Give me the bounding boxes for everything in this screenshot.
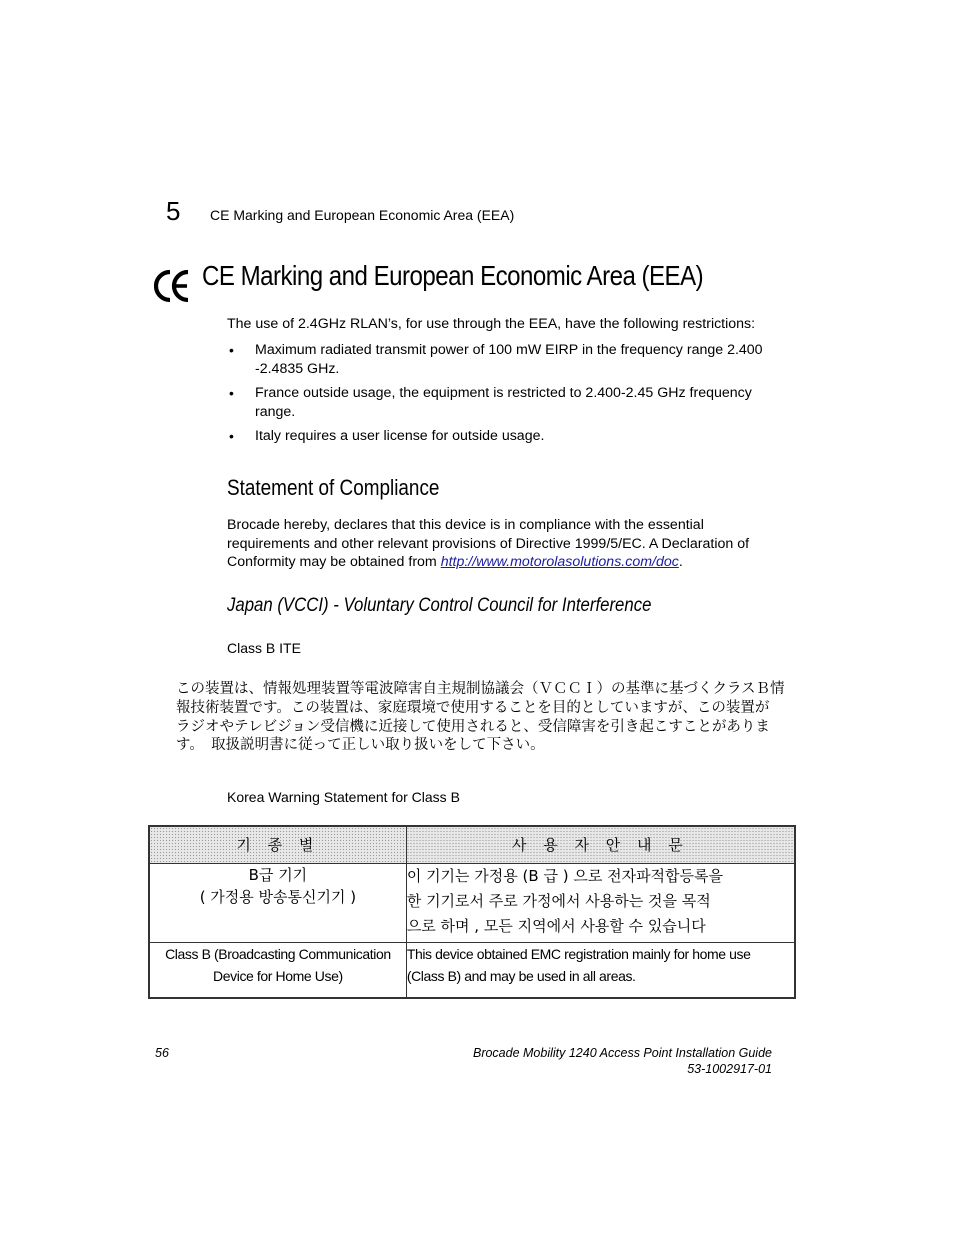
footer-doc-title: Brocade Mobility 1240 Access Point Installation Guide [472,1046,772,1060]
declaration-link[interactable]: http://www.motorolasolutions.com/doc [440,554,679,570]
table-cell: This device obtained EMC registration mainly for home use (Class B) and may be used in all areas. [406,943,795,999]
ce-mark-icon [154,268,190,304]
list-item: • France outside usage, the equipment is restricted to 2.400-2.45 GHz frequency range. [229,385,752,420]
vcci-statement [176,680,836,755]
table-cell: 이 기기는 가정용 (B 급 ) 으로 전자파적합등록을 한 기기로서 주로 가정에서 사용하는 것을 목적 으로 하며 , 모든 지역에서 사용할 수 있습니다 [406,864,795,943]
table-cell: Class B (Broadcasting Communication Device for Home Use) [149,943,406,999]
japan-heading: Japan (VCCI) - Voluntary Control Council for Interference [227,594,652,616]
table-row [149,864,795,943]
intro-paragraph: The use of 2.4GHz RLAN’s, for use through the EEA, have the following restrictions: [227,316,756,332]
running-header: CE Marking and European Economic Area (EEA) [210,207,515,223]
compliance-heading: Statement of Compliance [227,475,440,500]
vcci-line: この装置は、情報処理装置等電波障害自主規制協議会（ＶＣＣＩ）の基準に基づくクラスＢ情 [176,681,785,697]
list-item: • Maximum radiated transmit power of 100 mW EIRP in the frequency range 2.400 -2.4835 GHz. [229,342,763,377]
list-item: • Italy requires a user license for outside usage. [229,428,545,444]
vcci-line: 報技術装置です。この装置は、家庭環境で使用することを目的としていますが、この装置が [176,699,770,716]
table-cell: B급 기기 ( 가정용 방송통신기기 ) [149,864,406,943]
table-row [149,826,795,864]
table-row [149,943,795,999]
compliance-paragraph: Brocade hereby, declares that this device is in compliance with the essential requirements and other relevant provisions of Directive 1999/5/EC. A Declaration of Conformity may be obtained from http://www.motorolasolutions.com/doc. [227,517,750,570]
page-number: 56 [155,1046,169,1060]
class-b-label: Class B ITE [227,640,301,656]
bullet-icon: • [229,342,234,358]
footer-doc-number: 53-1002917-01 [687,1062,772,1076]
bullet-icon: • [229,428,234,444]
header-cell-notice: 사 용 자 안 내 문 [406,826,795,864]
restrictions-list [227,341,767,452]
page-title: CE Marking and European Economic Area (EEA) [202,260,704,291]
vcci-line: ラジオやテレビジョン受信機に近接して使用されると、受信障害を引き起こすことがありま [176,718,770,735]
korea-warning-table [148,825,796,999]
bullet-icon: • [229,385,234,401]
header-cell-model: 기 종 별 [149,826,406,864]
korea-caption: Korea Warning Statement for Class B [227,789,460,805]
vcci-line: す。 取扱説明書に従って正しい取り扱いをして下さい。 [176,737,545,754]
chapter-number: 5 [166,196,181,226]
